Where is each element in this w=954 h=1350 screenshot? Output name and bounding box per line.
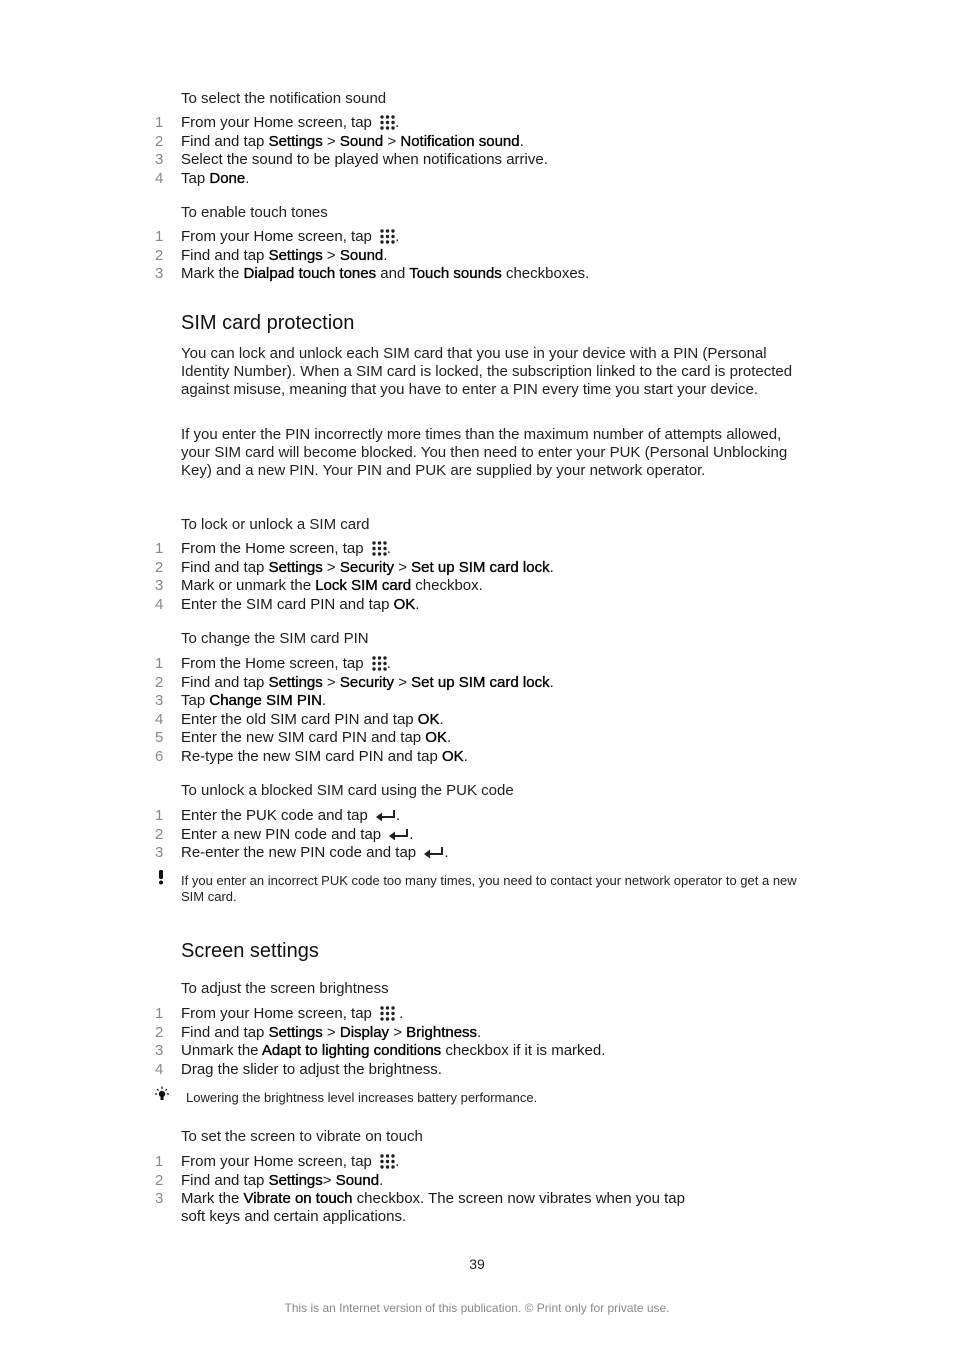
step-text: Find and tap Settings > Sound > Notification sound. [181, 132, 524, 150]
step-item [0, 843, 954, 862]
step-item [0, 710, 954, 729]
step-item [0, 539, 954, 558]
step-item [0, 595, 954, 614]
step-number: 4 [155, 595, 164, 613]
step-number: 2 [155, 132, 164, 150]
apps-grid-icon [372, 541, 387, 556]
step-number: 4 [155, 710, 164, 728]
ui-term: Sound [339, 132, 384, 150]
page-number: 39 [469, 1256, 485, 1272]
apps-grid-icon [380, 1154, 395, 1169]
step-item [0, 806, 954, 825]
ui-term: Touch sounds [409, 265, 502, 282]
step-text: Select the sound to be played when notifications arrive. [181, 151, 548, 168]
ui-term: Adapt to lighting conditions [261, 1042, 442, 1059]
ui-term: Settings [268, 558, 323, 576]
step-item [0, 227, 954, 246]
step-text: Drag the slider to adjust the brightness. [181, 1060, 442, 1078]
ui-term: Set up SIM card lock [411, 673, 550, 691]
step-item [0, 1189, 954, 1225]
step-number: 2 [155, 1171, 164, 1189]
step-text: Enter the PUK code and tap . [181, 807, 401, 824]
ui-term: Lock SIM card [315, 577, 412, 594]
step-text: Tap Done. [181, 169, 250, 187]
step-item [0, 150, 954, 169]
procedure-title-change-pin: To change the SIM card PIN [181, 630, 369, 647]
ui-term: Settings [268, 1023, 323, 1041]
heading-screen-settings: Screen settings [181, 940, 319, 962]
warning-note-puk: If you enter an incorrect PUK code too many times, you need to contact your network operator to get a new SIM card. [181, 873, 797, 904]
step-number: 1 [155, 114, 164, 131]
step-text: Enter the new SIM card PIN and tap OK. [181, 729, 452, 746]
step-text: From your Home screen, tap . [181, 228, 400, 245]
step-number: 4 [155, 169, 164, 187]
ui-term: Brightness [406, 1023, 478, 1041]
enter-key-icon [424, 846, 444, 858]
step-number: 4 [155, 1060, 164, 1078]
step-text: From your Home screen, tap . [181, 1153, 400, 1170]
ui-term: Settings [268, 673, 323, 691]
procedure-title-brightness: To adjust the screen brightness [181, 980, 389, 997]
step-number: 3 [155, 844, 164, 861]
step-number: 3 [155, 265, 164, 282]
step-number: 1 [155, 228, 164, 245]
step-item [0, 132, 954, 151]
ui-term: Dialpad touch tones [243, 265, 377, 282]
paragraph-sim-blocked: If you enter the PIN incorrectly more times than the maximum number of attempts allowed, your SIM card will become blocked. You then need to enter your PUK (Personal Unblocking Key) and a new PIN. Your PIN and PUK are supplied by your network operator. [181, 426, 788, 479]
step-item [0, 1023, 954, 1042]
step-number: 1 [155, 1005, 164, 1022]
step-text: From the Home screen, tap . [181, 655, 391, 672]
step-text: Find and tap Settings > Security > Set up SIM card lock. [181, 673, 554, 691]
ui-term: Set up SIM card lock [411, 558, 550, 576]
step-text: Mark or unmark the Lock SIM card checkbox. [181, 577, 483, 594]
ui-term: Sound [335, 1171, 380, 1189]
step-item [0, 691, 954, 710]
procedure-title-puk: To unlock a blocked SIM card using the PUK code [181, 782, 514, 799]
step-text: Enter a new PIN code and tap . [181, 825, 414, 843]
step-number: 1 [155, 540, 164, 557]
step-text: Find and tap Settings > Security > Set up SIM card lock. [181, 558, 554, 576]
step-item [0, 1060, 954, 1079]
step-item [0, 1171, 954, 1190]
ui-term: OK [441, 747, 464, 765]
step-item [0, 1041, 954, 1060]
step-item [0, 558, 954, 577]
step-item [0, 1004, 954, 1023]
ui-term: Display [339, 1023, 390, 1041]
procedure-title-vibrate: To set the screen to vibrate on touch [181, 1128, 423, 1145]
step-text: Enter the old SIM card PIN and tap OK. [181, 710, 444, 728]
ui-term: Security [339, 558, 395, 576]
step-item [0, 654, 954, 673]
ui-term: Settings [268, 132, 323, 150]
step-text: Re-enter the new PIN code and tap . [181, 844, 449, 861]
step-text: Enter the SIM card PIN and tap OK. [181, 595, 420, 613]
enter-key-icon [389, 828, 409, 840]
step-number: 2 [155, 673, 164, 691]
procedure-title-lock-sim: To lock or unlock a SIM card [181, 516, 370, 533]
tip-lightbulb-icon [154, 1086, 170, 1102]
ui-term: OK [425, 729, 447, 746]
enter-key-icon [376, 809, 396, 821]
step-text: Mark the Dialpad touch tones and Touch sounds checkboxes. [181, 265, 590, 282]
footer-notice: This is an Internet version of this publication. © Print only for private use. [284, 1301, 670, 1315]
step-item [0, 246, 954, 265]
step-text: From the Home screen, tap . [181, 540, 391, 557]
ui-term: Done [209, 169, 246, 187]
step-number: 3 [155, 151, 164, 168]
paragraph-sim-intro: You can lock and unlock each SIM card that you use in your device with a PIN (Personal Identity Number). When a SIM card is locked, the subscription linked to the card is protected against misuse, meaning that you have to enter a PIN every time you start your device. [181, 345, 793, 398]
step-item [0, 673, 954, 692]
step-text: Find and tap Settings > Display > Brightness. [181, 1023, 482, 1041]
procedure-title-touch-tones: To enable touch tones [181, 204, 328, 221]
step-text: From your Home screen, tap . [181, 114, 400, 131]
step-number: 3 [155, 1190, 164, 1207]
step-item [0, 113, 954, 132]
tip-note-brightness: Lowering the brightness level increases battery performance. [186, 1090, 538, 1105]
ui-term: Vibrate on touch [243, 1190, 353, 1207]
ui-term: Change SIM PIN [209, 692, 322, 709]
step-number: 3 [155, 577, 164, 594]
ui-term: Settings [268, 246, 323, 264]
warning-icon [154, 869, 168, 885]
step-text: Mark the Vibrate on touch checkbox. The screen now vibrates when you tap [181, 1190, 685, 1207]
ui-term: Settings [268, 1171, 323, 1189]
ui-term: Security [339, 673, 395, 691]
step-number: 3 [155, 1042, 164, 1059]
step-text: Find and tap Settings > Sound. [181, 246, 388, 264]
ui-term: Notification sound [400, 132, 520, 150]
step-text: From your Home screen, tap . [181, 1005, 404, 1022]
ui-term: OK [393, 595, 416, 613]
step-text: Re-type the new SIM card PIN and tap OK. [181, 747, 468, 765]
step-item [0, 576, 954, 595]
step-number: 1 [155, 807, 164, 824]
ui-term: OK [417, 710, 440, 728]
apps-grid-icon [380, 1006, 395, 1021]
heading-sim-card-protection: SIM card protection [181, 312, 355, 334]
step-text: Tap Change SIM PIN. [181, 692, 327, 709]
step-number: 2 [155, 825, 164, 843]
step-number: 2 [155, 1023, 164, 1041]
procedure-title-notification-sound: To select the notification sound [181, 90, 387, 107]
apps-grid-icon [380, 115, 395, 130]
step-item [0, 825, 954, 844]
step-number: 1 [155, 655, 164, 672]
step-text: Unmark the Adapt to lighting conditions checkbox if it is marked. [181, 1042, 606, 1059]
apps-grid-icon [380, 229, 395, 244]
step-number: 5 [155, 729, 164, 746]
ui-term: Sound [339, 246, 384, 264]
step-item [0, 264, 954, 283]
step-item [0, 728, 954, 747]
step-text-continued: soft keys and certain applications. [181, 1208, 407, 1225]
step-number: 2 [155, 558, 164, 576]
step-item [0, 169, 954, 188]
step-number: 1 [155, 1153, 164, 1170]
step-number: 2 [155, 246, 164, 264]
step-item [0, 1152, 954, 1171]
apps-grid-icon [372, 656, 387, 671]
step-number: 6 [155, 747, 164, 765]
step-text: Find and tap Settings> Sound. [181, 1171, 384, 1189]
step-item [0, 747, 954, 766]
step-number: 3 [155, 692, 164, 709]
